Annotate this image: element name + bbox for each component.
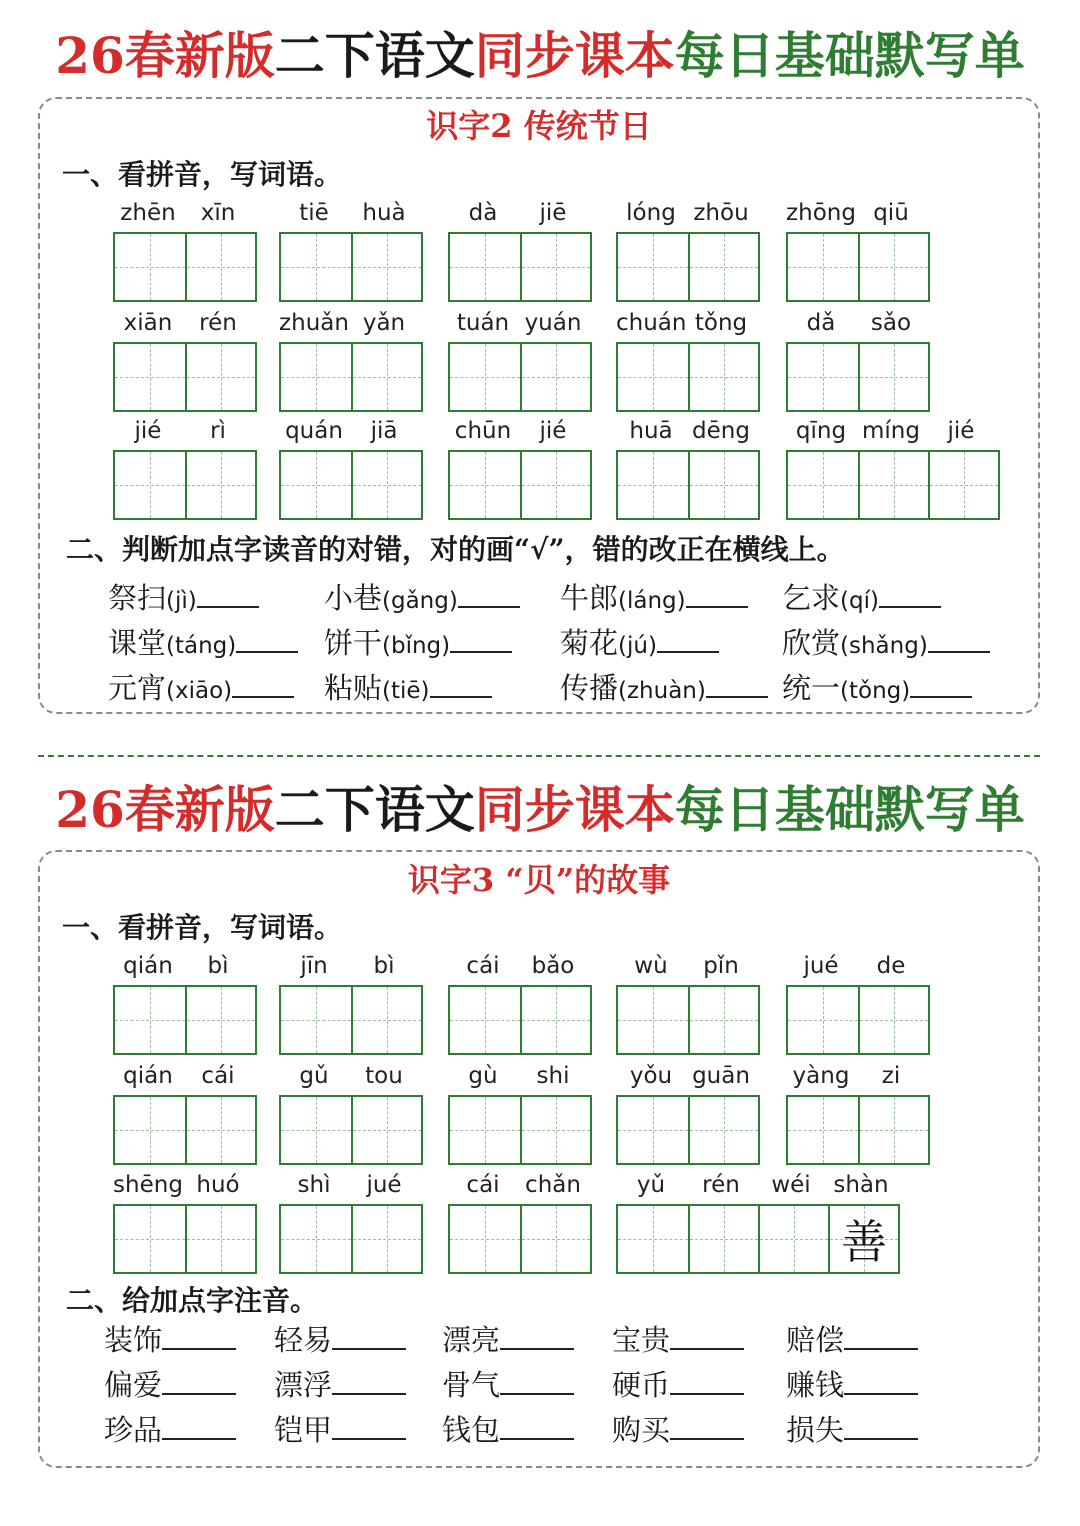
writing-cell[interactable] [788, 1097, 858, 1163]
item-word: 赚钱 [786, 1368, 845, 1402]
pinyin-syllable: jué [366, 1172, 402, 1198]
annotate-item [274, 1365, 406, 1405]
pinyin-syllable: jīn [300, 953, 328, 979]
tianzige-boxes [279, 342, 423, 412]
tianzige-boxes [279, 1095, 423, 1165]
writing-cell[interactable] [520, 234, 590, 300]
writing-cell[interactable] [788, 234, 858, 300]
pinyin-syllable: qīng [795, 418, 847, 444]
pinyin-label [113, 1061, 253, 1091]
judge-item [782, 578, 941, 621]
pinyin-syllable: rì [210, 418, 226, 444]
annotate-item [612, 1365, 744, 1405]
pinyin-syllable: jié [947, 418, 975, 444]
writing-cell[interactable] [281, 344, 351, 410]
pinyin-syllable: yǎn [362, 310, 406, 336]
tianzige-boxes [448, 342, 592, 412]
annotate-item [442, 1320, 574, 1360]
pinyin-syllable: cái [201, 1063, 235, 1089]
tianzige-boxes [113, 1095, 257, 1165]
tianzige-boxes [448, 1095, 592, 1165]
item-pinyin: (zhuàn) [618, 678, 706, 704]
writing-cell[interactable] [185, 987, 255, 1053]
answer-blank[interactable] [844, 1320, 918, 1350]
item-pinyin: (qí) [840, 588, 879, 614]
pinyin-syllable: sǎo [870, 310, 912, 336]
answer-blank[interactable] [332, 1365, 406, 1395]
page-headline-2 [0, 780, 1080, 840]
pinyin-syllable: yǔ [636, 1172, 666, 1198]
pinyin-syllable: huó [196, 1172, 240, 1198]
answer-blank[interactable] [844, 1410, 918, 1440]
annotate-item [442, 1365, 574, 1405]
item-pinyin: (tiē) [382, 678, 430, 704]
pinyin-syllable: quán [285, 418, 343, 444]
annotate-item [786, 1320, 918, 1360]
writing-cell[interactable] [115, 452, 185, 518]
annotate-item [274, 1320, 406, 1360]
item-word: 欣赏 [782, 626, 841, 660]
item-word: 赔偿 [786, 1323, 845, 1357]
writing-cell[interactable] [115, 344, 185, 410]
item-word: 粘贴 [324, 671, 383, 705]
answer-blank[interactable] [162, 1320, 236, 1350]
lesson-title: 识字3 “贝”的故事 [407, 861, 671, 899]
item-pinyin: (xiāo) [166, 678, 233, 704]
writing-cell[interactable] [618, 452, 688, 518]
pinyin-syllable: qián [123, 953, 173, 979]
item-word: 小巷 [324, 581, 383, 615]
pinyin-syllable: dà [468, 200, 498, 226]
pinyin-syllable: yǒu [629, 1063, 673, 1089]
item-word: 轻易 [274, 1323, 333, 1357]
writing-cell[interactable] [858, 987, 928, 1053]
item-word: 祭扫 [108, 581, 167, 615]
pinyin-label [279, 1170, 419, 1200]
writing-cell[interactable] [281, 1206, 351, 1272]
writing-cell[interactable] [618, 1206, 688, 1272]
writing-cell[interactable] [185, 234, 255, 300]
pinyin-label [616, 416, 756, 446]
writing-cell[interactable] [450, 452, 520, 518]
writing-cell[interactable] [618, 987, 688, 1053]
pinyin-label [786, 951, 926, 981]
tianzige-boxes [786, 232, 930, 302]
judge-item [108, 578, 259, 621]
pinyin-label [448, 308, 588, 338]
writing-cell[interactable] [520, 344, 590, 410]
pinyin-syllable: bì [373, 953, 395, 979]
item-pinyin: (tǒng) [840, 678, 911, 704]
pinyin-label [448, 416, 588, 446]
pinyin-syllable: bì [207, 953, 229, 979]
item-word: 铠甲 [274, 1413, 333, 1447]
writing-cell[interactable] [185, 1097, 255, 1163]
pinyin-syllable: qián [123, 1063, 173, 1089]
pinyin-label [616, 1061, 756, 1091]
tianzige-boxes [786, 1095, 930, 1165]
tianzige-boxes [786, 985, 930, 1055]
item-word: 购买 [612, 1413, 671, 1447]
pinyin-syllable: qiū [873, 200, 909, 226]
pinyin-syllable: zhēn [120, 200, 176, 226]
annotate-item [104, 1410, 236, 1450]
headline-part: 二下语文 [274, 26, 475, 85]
writing-cell[interactable] [858, 344, 928, 410]
writing-cell[interactable] [520, 987, 590, 1053]
headline-part: 同步课本 [474, 26, 675, 85]
item-word: 装饰 [104, 1323, 163, 1357]
item-pinyin: (jú) [618, 633, 657, 659]
headline-part: 二下语文 [274, 780, 475, 839]
answer-blank[interactable] [670, 1410, 744, 1440]
headline-part: 26春新版 [55, 26, 275, 85]
answer-blank[interactable] [332, 1320, 406, 1350]
pinyin-syllable: huà [362, 200, 406, 226]
pinyin-label [786, 308, 926, 338]
writing-cell[interactable] [788, 452, 858, 518]
tianzige-boxes [448, 1204, 592, 1274]
item-word: 统一 [782, 671, 841, 705]
item-word: 漂浮 [274, 1368, 333, 1402]
headline-part: 每日基础默写单 [674, 780, 1025, 839]
pinyin-syllable: jué [803, 953, 839, 979]
pinyin-label [113, 951, 253, 981]
writing-cell[interactable] [858, 234, 928, 300]
lesson-title: 识字2 传统节日 [426, 107, 652, 145]
writing-cell[interactable] [618, 234, 688, 300]
item-word: 饼干 [324, 626, 383, 660]
item-pinyin: (jì) [166, 588, 197, 614]
writing-cell[interactable] [450, 234, 520, 300]
tianzige-boxes [113, 985, 257, 1055]
tianzige-boxes [616, 342, 760, 412]
answer-blank[interactable] [430, 668, 492, 698]
answer-blank[interactable] [706, 668, 768, 698]
writing-cell[interactable] [351, 1206, 421, 1272]
item-word: 钱包 [442, 1413, 501, 1447]
tianzige-boxes [616, 232, 760, 302]
judge-item [560, 578, 748, 621]
tianzige-boxes [448, 450, 592, 520]
item-word: 牛郎 [560, 581, 619, 615]
pinyin-syllable: dǎ [806, 310, 836, 336]
judge-item [108, 623, 298, 666]
pinyin-syllable: bǎo [531, 953, 575, 979]
item-word: 偏爱 [104, 1368, 163, 1402]
writing-cell[interactable] [520, 1206, 590, 1272]
annotate-item [274, 1410, 406, 1450]
tianzige-boxes [279, 232, 423, 302]
judge-item [782, 668, 972, 711]
annotate-item [612, 1410, 744, 1450]
writing-cell[interactable] [688, 1206, 758, 1272]
tianzige-boxes [113, 342, 257, 412]
answer-blank[interactable] [500, 1410, 574, 1440]
writing-cell[interactable] [115, 987, 185, 1053]
writing-cell[interactable] [688, 452, 758, 518]
headline-part: 26春新版 [55, 780, 275, 839]
pinyin-label [616, 951, 756, 981]
writing-cell[interactable] [450, 1097, 520, 1163]
writing-cell[interactable] [281, 1097, 351, 1163]
section-title: 一、看拼音，写词语。 [62, 911, 343, 944]
writing-cell[interactable] [858, 1097, 928, 1163]
pinyin-syllable: cái [466, 953, 500, 979]
tianzige-boxes [279, 1204, 423, 1274]
tianzige-boxes [113, 450, 257, 520]
judge-item [324, 668, 492, 711]
writing-cell[interactable] [688, 344, 758, 410]
pinyin-label [279, 1061, 419, 1091]
pinyin-syllable: zhuǎn [279, 310, 349, 336]
item-word: 漂亮 [442, 1323, 501, 1357]
answer-blank[interactable] [232, 668, 294, 698]
answer-blank[interactable] [458, 578, 520, 608]
section-title: 二、给加点字注音。 [66, 1284, 319, 1317]
pinyin-label [113, 308, 253, 338]
pinyin-syllable: wù [634, 953, 668, 979]
tianzige-boxes [786, 342, 930, 412]
pinyin-syllable: tou [365, 1063, 403, 1089]
pinyin-syllable: tiē [299, 200, 329, 226]
pinyin-syllable: pǐn [703, 953, 739, 979]
pinyin-syllable: shàn [833, 1172, 889, 1198]
pinyin-label [113, 416, 253, 446]
item-word: 课堂 [108, 626, 167, 660]
pinyin-syllable: de [876, 953, 906, 979]
pinyin-label [448, 951, 588, 981]
pinyin-syllable: gù [468, 1063, 498, 1089]
pinyin-syllable: huā [629, 418, 673, 444]
tianzige-boxes [616, 450, 760, 520]
writing-cell[interactable] [351, 234, 421, 300]
pinyin-syllable: zhōng [786, 200, 856, 226]
headline-part: 同步课本 [474, 780, 675, 839]
writing-cell[interactable] [688, 234, 758, 300]
tianzige-boxes [448, 985, 592, 1055]
tianzige-boxes [279, 985, 423, 1055]
writing-cell[interactable] [450, 344, 520, 410]
answer-blank[interactable] [500, 1365, 574, 1395]
writing-cell[interactable] [828, 1206, 898, 1272]
headline-part: 每日基础默写单 [674, 26, 1025, 85]
pinyin-syllable: jié [539, 418, 567, 444]
tianzige-boxes [616, 985, 760, 1055]
writing-cell[interactable] [115, 1097, 185, 1163]
item-word: 宝贵 [612, 1323, 671, 1357]
pinyin-syllable: lóng [626, 200, 676, 226]
writing-cell[interactable] [520, 1097, 590, 1163]
annotate-item [786, 1365, 918, 1405]
writing-cell[interactable] [351, 344, 421, 410]
answer-blank[interactable] [500, 1320, 574, 1350]
judge-item [560, 623, 719, 666]
tianzige-boxes [279, 450, 423, 520]
tianzige-boxes [786, 450, 1000, 520]
pinyin-label [616, 198, 756, 228]
pinyin-syllable: dēng [692, 418, 750, 444]
writing-cell[interactable] [618, 1097, 688, 1163]
answer-blank[interactable] [928, 623, 990, 653]
annotate-item [442, 1410, 574, 1450]
judge-item [560, 668, 768, 711]
item-word: 骨气 [442, 1368, 501, 1402]
writing-cell[interactable] [185, 1206, 255, 1272]
writing-cell[interactable] [758, 1206, 828, 1272]
answer-blank[interactable] [844, 1365, 918, 1395]
pinyin-syllable: xiān [123, 310, 173, 336]
writing-cell[interactable] [351, 452, 421, 518]
pinyin-label [279, 951, 419, 981]
annotate-item [104, 1365, 236, 1405]
tianzige-boxes [616, 1204, 900, 1274]
pinyin-label [786, 416, 996, 446]
pinyin-syllable: yàng [792, 1063, 850, 1089]
item-word: 损失 [786, 1413, 845, 1447]
writing-cell[interactable] [520, 452, 590, 518]
tianzige-boxes [616, 1095, 760, 1165]
judge-item [782, 623, 990, 666]
writing-cell[interactable] [450, 987, 520, 1053]
pinyin-label [448, 1061, 588, 1091]
tianzige-boxes [113, 232, 257, 302]
section-title: 一、看拼音，写词语。 [62, 158, 343, 191]
writing-cell[interactable] [351, 1097, 421, 1163]
pinyin-syllable: míng [862, 418, 920, 444]
answer-blank[interactable] [910, 668, 972, 698]
writing-cell[interactable] [115, 234, 185, 300]
pinyin-syllable: guān [692, 1063, 750, 1089]
pinyin-syllable: chūn [454, 418, 512, 444]
answer-blank[interactable] [162, 1410, 236, 1440]
item-word: 乞求 [782, 581, 841, 615]
answer-blank[interactable] [450, 623, 512, 653]
writing-cell[interactable] [185, 344, 255, 410]
pinyin-syllable: zi [881, 1063, 901, 1089]
writing-cell[interactable] [618, 344, 688, 410]
answer-blank[interactable] [162, 1365, 236, 1395]
item-pinyin: (láng) [618, 588, 686, 614]
answer-blank[interactable] [879, 578, 941, 608]
item-pinyin: (bǐng) [382, 633, 451, 659]
pinyin-syllable: xīn [200, 200, 236, 226]
writing-cell[interactable] [788, 344, 858, 410]
pinyin-syllable: chǎn [525, 1172, 581, 1198]
section-title: 二、判断加点字读音的对错，对的画“√”，错的改正在横线上。 [66, 533, 845, 566]
answer-blank[interactable] [657, 623, 719, 653]
pinyin-syllable: tǒng [694, 310, 748, 336]
answer-blank[interactable] [670, 1320, 744, 1350]
pinyin-label [786, 1061, 926, 1091]
answer-blank[interactable] [332, 1410, 406, 1440]
item-word: 元宵 [108, 671, 167, 705]
item-pinyin: (táng) [166, 633, 237, 659]
pinyin-label [279, 308, 419, 338]
pinyin-label [448, 198, 588, 228]
pinyin-syllable: tuán [456, 310, 510, 336]
pinyin-syllable: jiē [539, 200, 567, 226]
pinyin-syllable: gǔ [299, 1063, 329, 1089]
pinyin-syllable: jiā [370, 418, 398, 444]
pinyin-label [279, 416, 419, 446]
pinyin-syllable: wéi [771, 1172, 811, 1198]
writing-cell[interactable] [115, 1206, 185, 1272]
answer-blank[interactable] [197, 578, 259, 608]
item-pinyin: (shǎng) [840, 633, 928, 659]
item-word: 菊花 [560, 626, 619, 660]
writing-cell[interactable] [788, 987, 858, 1053]
pinyin-label [786, 198, 926, 228]
pinyin-label [279, 198, 419, 228]
writing-cell[interactable] [351, 987, 421, 1053]
pinyin-syllable: chuán [616, 310, 687, 336]
pinyin-syllable: shi [536, 1063, 570, 1089]
tianzige-boxes [113, 1204, 257, 1274]
item-word: 珍品 [104, 1413, 163, 1447]
writing-cell[interactable] [281, 452, 351, 518]
prefilled-character: 善 [841, 1215, 887, 1269]
page-headline-1 [0, 26, 1080, 86]
writing-cell[interactable] [281, 987, 351, 1053]
pinyin-syllable: rén [702, 1172, 740, 1198]
pinyin-label [113, 198, 253, 228]
judge-item [324, 623, 512, 666]
answer-blank[interactable] [670, 1365, 744, 1395]
pinyin-label [448, 1170, 588, 1200]
writing-cell[interactable] [688, 987, 758, 1053]
answer-blank[interactable] [686, 578, 748, 608]
annotate-item [612, 1320, 744, 1360]
writing-cell[interactable] [688, 1097, 758, 1163]
pinyin-syllable: rén [199, 310, 237, 336]
writing-cell[interactable] [928, 452, 998, 518]
pinyin-syllable: yuán [524, 310, 582, 336]
pinyin-label [616, 1170, 896, 1200]
annotate-item [104, 1320, 236, 1360]
sheet-divider [38, 755, 1040, 757]
writing-cell[interactable] [185, 452, 255, 518]
writing-cell[interactable] [858, 452, 928, 518]
annotate-item [786, 1410, 918, 1450]
pinyin-label [113, 1170, 253, 1200]
tianzige-boxes [448, 232, 592, 302]
pinyin-syllable: jié [134, 418, 162, 444]
pinyin-syllable: shēng [113, 1172, 183, 1198]
pinyin-label [616, 308, 756, 338]
judge-item [324, 578, 520, 621]
writing-cell[interactable] [281, 234, 351, 300]
pinyin-syllable: cái [466, 1172, 500, 1198]
item-word: 硬币 [612, 1368, 671, 1402]
judge-item [108, 668, 294, 711]
pinyin-syllable: shì [297, 1172, 331, 1198]
pinyin-syllable: zhōu [693, 200, 749, 226]
item-word: 传播 [560, 671, 619, 705]
writing-cell[interactable] [450, 1206, 520, 1272]
item-pinyin: (gǎng) [382, 588, 458, 614]
answer-blank[interactable] [236, 623, 298, 653]
